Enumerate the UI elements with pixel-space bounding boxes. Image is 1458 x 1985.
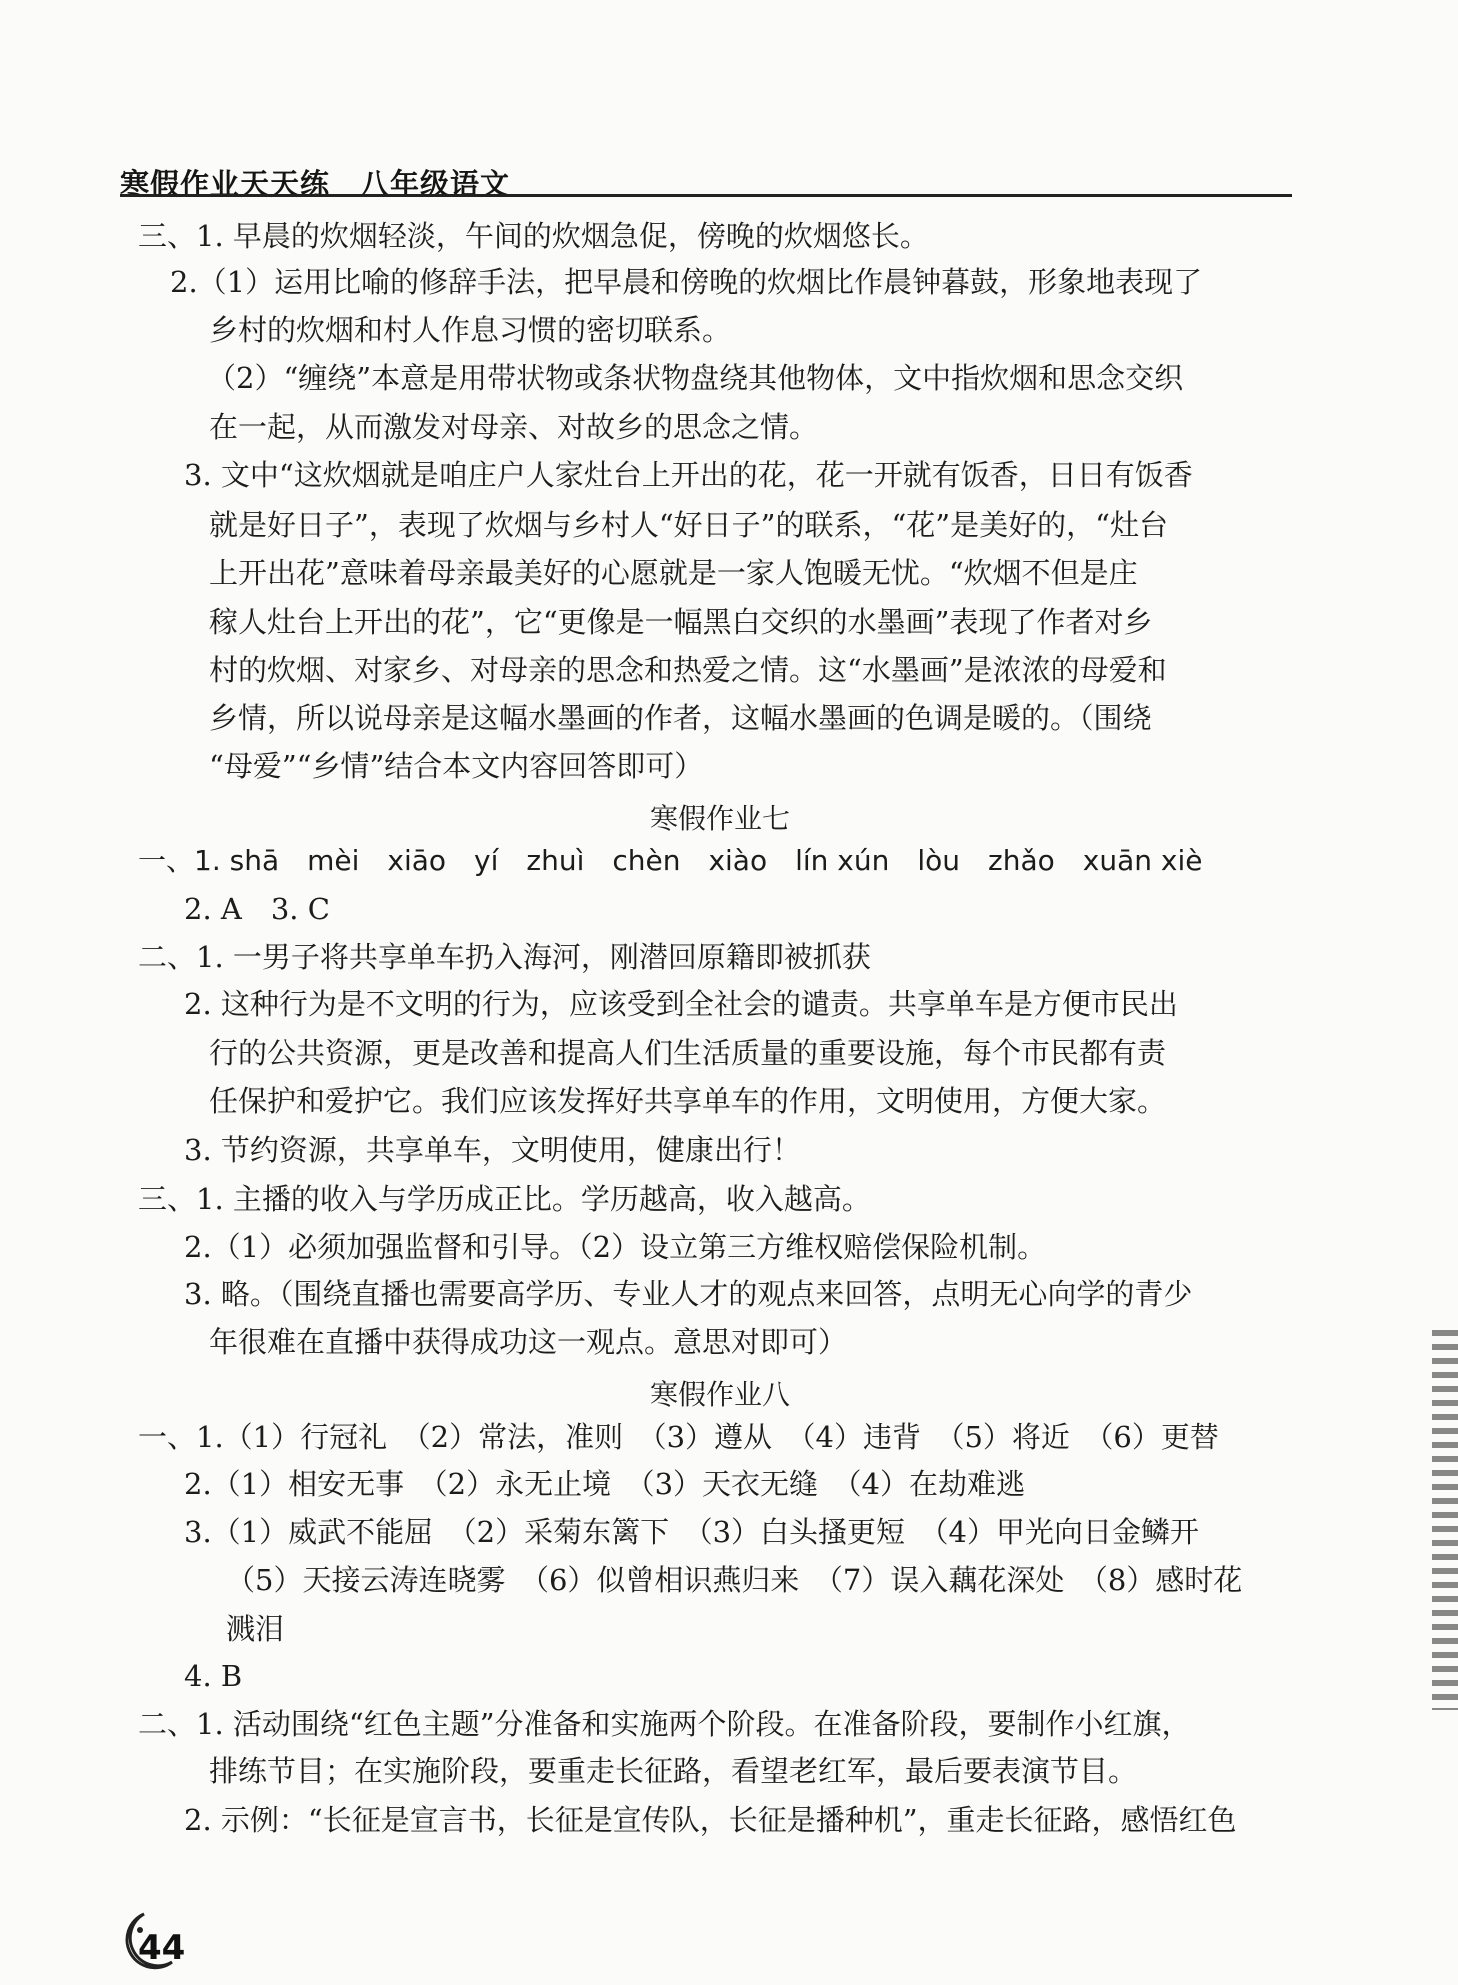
answer-line: 三、1. 主播的收入与学历成正比。学历越高，收入越高。: [138, 1182, 871, 1216]
answer-line: 行的公共资源，更是改善和提高人们生活质量的重要设施，每个市民都有责: [209, 1036, 1167, 1070]
answer-line: 就是好日子”，表现了炊烟与乡村人“好日子”的联系，“花”是美好的，“灶台: [209, 508, 1168, 542]
answer-line: 上开出花”意味着母亲最美好的心愿就是一家人饱暖无忧。“炊烟不但是庄: [209, 556, 1138, 590]
section-title: 寒假作业七: [649, 802, 790, 835]
answer-line: 在一起，从而激发对母亲、对故乡的思念之情。: [209, 410, 819, 444]
answer-line: 3. 节约资源，共享单车，文明使用，健康出行！: [184, 1133, 801, 1167]
answer-line: 三、1. 早晨的炊烟轻淡，午间的炊烟急促，傍晚的炊烟悠长。: [138, 219, 929, 253]
answer-line: 3. 文中“这炊烟就是咱庄户人家灶台上开出的花，花一开就有饭香，日日有饭香: [184, 458, 1193, 492]
pinyin-answer-line: 一、1. shā mèi xiāo yí zhuì chèn xiào lín xún lòu zhǎo xuān xiè: [138, 844, 1203, 877]
answer-line: 年很难在直播中获得成功这一观点。意思对即可）: [209, 1325, 848, 1359]
answer-line: 村的炊烟、对家乡、对母亲的思念和热爱之情。这“水墨画”是浓浓的母爱和: [209, 653, 1167, 687]
answer-line: 一、1.（1）行冠礼 （2）常法，准则 （3）遵从 （4）违背 （5）将近 （6）更替: [138, 1420, 1219, 1454]
answer-line: 3. 略。（围绕直播也需要高学历、专业人才的观点来回答，点明无心向学的青少: [184, 1277, 1193, 1311]
answer-line: 乡情，所以说母亲是这幅水墨画的作者，这幅水墨画的色调是暖的。（围绕: [209, 701, 1152, 735]
answer-line: 排练节目；在实施阶段，要重走长征路，看望老红军，最后要表演节目。: [209, 1754, 1138, 1788]
answer-line: 溅泪: [226, 1612, 285, 1646]
header-divider: [120, 194, 1292, 197]
answer-line: 3.（1）威武不能屈 （2）采菊东篱下 （3）白头搔更短 （4）甲光向日金鳞开: [184, 1515, 1199, 1549]
answer-line: （2）“缠绕”本意是用带状物或条状物盘绕其他物体，文中指炊烟和思念交织: [207, 361, 1184, 395]
answer-line: 任保护和爱护它。我们应该发挥好共享单车的作用，文明使用，方便大家。: [209, 1084, 1167, 1118]
answer-line: 2.（1）相安无事 （2）永无止境 （3）天衣无缝 （4）在劫难逃: [184, 1467, 1025, 1501]
answer-line: 2.（1）运用比喻的修辞手法，把早晨和傍晚的炊烟比作晨钟暮鼓，形象地表现了: [170, 265, 1203, 299]
page-number: 44: [138, 1928, 186, 1968]
answer-line: 二、1. 活动围绕“红色主题”分准备和实施两个阶段。在准备阶段，要制作小红旗，: [138, 1707, 1191, 1741]
answer-line: 二、1. 一男子将共享单车扔入海河，刚潜回原籍即被抓获: [138, 940, 871, 974]
answer-line: “母爱”“乡情”结合本文内容回答即可）: [209, 749, 704, 783]
answer-line: 2. A 3. C: [184, 892, 330, 926]
page-edge-shadow: [1432, 1330, 1458, 1710]
answer-line: 4. B: [184, 1659, 243, 1693]
answer-line: 稼人灶台上开出的花”，它“更像是一幅黑白交织的水墨画”表现了作者对乡: [209, 605, 1153, 639]
answer-line: 2. 这种行为是不文明的行为，应该受到全社会的谴责。共享单车是方便市民出: [184, 987, 1178, 1021]
page-header-title: 寒假作业天天练 八年级语文: [120, 167, 511, 201]
answer-line: （5）天接云涛连晓雾 （6）似曾相识燕归来 （7）误入藕花深处 （8）感时花: [226, 1563, 1243, 1597]
page-number-badge: [114, 1910, 194, 1974]
section-title: 寒假作业八: [649, 1378, 790, 1411]
answer-line: 2. 示例：“长征是宣言书，长征是宣传队，长征是播种机”，重走长征路，感悟红色: [184, 1803, 1237, 1837]
answer-line: 乡村的炊烟和村人作息习惯的密切联系。: [209, 313, 732, 347]
answer-line: 2.（1）必须加强监督和引导。（2）设立第三方维权赔偿保险机制。: [184, 1230, 1047, 1264]
